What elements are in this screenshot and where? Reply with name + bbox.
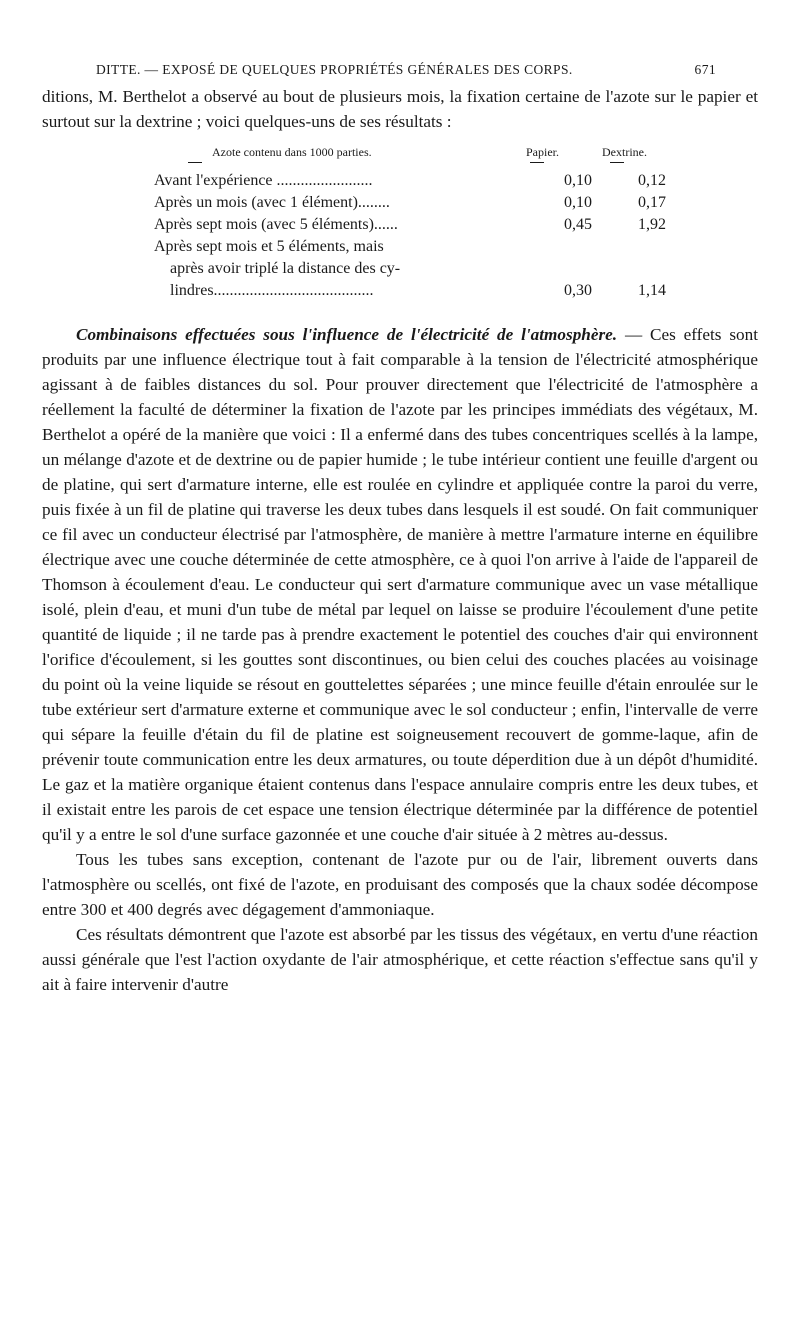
results-table bbox=[42, 140, 758, 356]
papier-value: 0,10 bbox=[564, 194, 592, 211]
dextrine-value: 1,14 bbox=[638, 282, 666, 299]
section-title: Combinaisons effectuées sous l'influence de l'électricité de l'atmosphère. bbox=[76, 325, 618, 344]
header-rule bbox=[610, 162, 624, 163]
dextrine-value: 1,92 bbox=[638, 216, 666, 233]
table-header-azote: Azote contenu dans 1000 parties. bbox=[212, 145, 372, 159]
row-label: Avant l'expérience ........................ bbox=[154, 172, 373, 189]
row-label: Après un mois (avec 1 élément)........ bbox=[154, 194, 390, 211]
table-header-dextrine: Dextrine. bbox=[602, 145, 647, 159]
body-paragraph: Ces résultats démontrent que l'azote est absorbé par les tissus des végétaux, en vertu d'une réaction aussi générale que l'est l'action oxydante de l'air atmosphérique, et cette réaction s'effectue sans qu'il y ait à faire intervenir d'autre bbox=[42, 925, 758, 994]
row-label-line: Après sept mois et 5 éléments, mais bbox=[154, 238, 384, 255]
running-title: DITTE. — EXPOSÉ DE QUELQUES PROPRIÉTÉS GÉNÉRALES DES CORPS. bbox=[96, 62, 573, 77]
row-label: Après sept mois (avec 5 éléments)...... bbox=[154, 216, 398, 233]
header-rule bbox=[530, 162, 544, 163]
papier-value: 0,45 bbox=[564, 216, 592, 233]
table-row bbox=[154, 236, 674, 302]
papier-value: 0,10 bbox=[564, 172, 592, 189]
page-body bbox=[42, 84, 758, 997]
row-label-line: après avoir triplé la distance des cy- bbox=[170, 260, 401, 277]
page-number: 671 bbox=[694, 62, 716, 77]
header-rule bbox=[188, 162, 202, 163]
section-paragraph bbox=[42, 322, 758, 847]
section-text: — Ces effets sont produits par une influence électrique tout à fait comparable à la tension de l'électricité atmosphérique agissant à de faibles distances du sol. Pour prouver directement que l'électricité de l'atmosphère a réellement la faculté de déterminer la fixation de l'azote par les principes immédiats des végétaux, M. Berthelot a opéré de la manière que voici : Il a enfermé dans des tubes concentriques scellés à la lampe, un mélange d'azote et de dextrine ou de papier humide ; le tube intérieur contient une feuille d'argent ou de platine, qui sert d'armature interne, elle est roulée en cylindre et appliquée contre la paroi du verre, puis fixée à un fil de platine qui traverse les deux tubes dans lesquels il est soudé. On fait communiquer ce fil avec un conducteur électrisé par l'atmosphère, de manière à mettre l'armature interne en équilibre électrique avec une couche déterminée de cette atmosphère, ce à quoi l'on arrive à l'aide de l'appareil de Thomson à écoulement d'eau. Le conducteur qui sert d'armature communique avec un vase métallique isolé, plein d'eau, et muni d'un tube de métal par lequel on laisse se produire l'écoulement d'une petite quantité de liquide ; il ne tarde pas à prendre exactement le potentiel des couches d'air qui environnent l'orifice d'écoulement, si les gouttes sont discontinues, ou bien celui des couches placées au voisinage du point où la veine liquide se résout en gouttelettes séparées ; une mince feuille d'étain enroulée sur le tube extérieur sert d'armature externe et communique avec le sol conducteur ; enfin, l'intervalle de verre qui sépare la feuille d'étain du fil de platine est soigneusement recouvert de gomme-laque, afin de prévenir toute communication entre les deux armatures, ou toute déperdition due à un dépôt d'humidité. Le gaz et la matière organique étaient contenus dans l'espace annulaire compris entre les deux tubes, et il existait entre les parois de cet espace une tension électrique déterminée par la différence de potentiel qu'il y a entre le sol d'une surface gazonnée et une couche d'air située à 2 mètres au-dessus. bbox=[42, 325, 758, 844]
body-paragraph: Tous les tubes sans exception, contenant de l'azote pur ou de l'air, librement ouverts dans l'atmosphère ou scellés, ont fixé de l'azote, en produisant des composés que la chaux sodée décompose entre 300 et 400 degrés avec dégagement d'ammoniaque. bbox=[42, 850, 758, 919]
row-label-line: lindres........................................ bbox=[170, 282, 374, 299]
dextrine-value: 0,17 bbox=[638, 194, 666, 211]
intro-paragraph: ditions, M. Berthelot a observé au bout de plusieurs mois, la fixation certaine de l'azote sur le papier et surtout sur la dextrine ; voici quelques-uns de ses résultats : bbox=[42, 87, 758, 131]
papier-value: 0,30 bbox=[564, 282, 592, 299]
table-header-papier: Papier. bbox=[526, 145, 559, 159]
dextrine-value: 0,12 bbox=[638, 172, 666, 189]
